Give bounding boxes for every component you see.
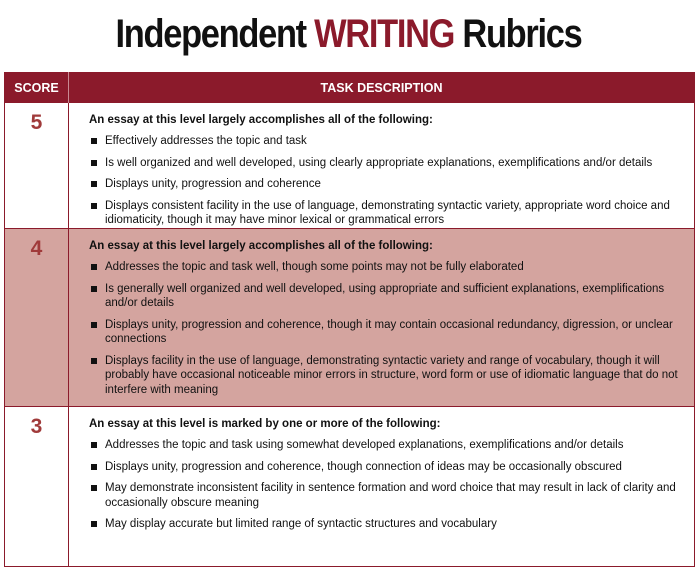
list-item-text: May demonstrate inconsistent facility in sentence formation and word choice that may result in lack of clarity and occasionally obscure meaning — [105, 482, 676, 509]
square-bullet-icon — [91, 485, 97, 491]
list-item-text: Displays consistent facility in the use of language, demonstrating syntactic variety, appropriate word choice and idiomaticity, though it may have minor lexical or grammatical errors — [105, 199, 670, 226]
list-item-text: Addresses the topic and task using somewhat developed explanations, exemplifications and/or details — [105, 439, 624, 451]
list-item-text: Is well organized and well developed, using clearly appropriate explanations, exemplifications and/or details — [105, 156, 653, 169]
list-item — [89, 260, 684, 275]
header-task-description: TASK DESCRIPTION — [320, 80, 443, 95]
rubric-table — [4, 72, 695, 567]
score-cell: 5 — [5, 103, 69, 228]
square-bullet-icon — [91, 160, 97, 166]
list-item-text: Addresses the topic and task well, though some points may not be fully elaborated — [105, 261, 524, 273]
list-item — [89, 199, 684, 228]
list-item-text: Effectively addresses the topic and task — [105, 135, 307, 147]
list-item-text: May display accurate but limited range of syntactic structures and vocabulary — [105, 518, 497, 530]
list-item — [89, 354, 684, 398]
row-intro: An essay at this level largely accomplishes all of the following: — [89, 114, 433, 126]
score-cell: 4 — [5, 229, 69, 406]
list-item — [89, 438, 684, 453]
header-score: SCORE — [5, 72, 69, 103]
square-bullet-icon — [91, 181, 97, 187]
title-part-3: Rubrics — [462, 11, 582, 56]
list-item-text: Displays facility in the use of language, demonstrating syntactic variety and range of vocabulary, though it will probably have occasional noticeable minor errors in structure, word form or use of idiomatic language that do not interfere with meaning — [105, 354, 678, 396]
square-bullet-icon — [91, 286, 97, 292]
square-bullet-icon — [91, 358, 97, 364]
square-bullet-icon — [91, 442, 97, 448]
list-item — [89, 481, 684, 510]
table-row-score-5 — [5, 103, 694, 229]
title-part-2: WRITING — [314, 11, 455, 56]
square-bullet-icon — [91, 138, 97, 144]
page-title — [49, 0, 648, 68]
list-item — [89, 318, 684, 347]
table-header — [5, 72, 694, 103]
list-item — [89, 282, 684, 311]
square-bullet-icon — [91, 203, 97, 209]
task-description-cell — [69, 103, 694, 228]
list-item-text: Is generally well organized and well developed, using appropriate and sufficient explanations, exemplifications and/or details — [105, 282, 665, 309]
square-bullet-icon — [91, 521, 97, 527]
list-item-text: Displays unity, progression and coherence, though connection of ideas may be occasionally obscured — [105, 460, 622, 473]
score-cell: 3 — [5, 407, 69, 566]
list-item-text: Displays unity, progression and coherence — [105, 178, 321, 190]
criteria-list — [89, 438, 684, 532]
task-description-cell — [69, 229, 694, 406]
list-item — [89, 517, 684, 532]
list-item — [89, 177, 684, 192]
table-row-score-3 — [5, 407, 694, 567]
list-item — [89, 134, 684, 149]
criteria-list — [89, 134, 684, 228]
list-item — [89, 156, 684, 171]
title-part-1: Independent — [115, 11, 306, 56]
table-row-score-4 — [5, 229, 694, 407]
square-bullet-icon — [91, 464, 97, 470]
list-item — [89, 460, 684, 475]
row-intro: An essay at this level is marked by one or more of the following: — [89, 418, 441, 430]
square-bullet-icon — [91, 322, 97, 328]
task-description-cell — [69, 407, 694, 566]
square-bullet-icon — [91, 264, 97, 270]
row-intro: An essay at this level largely accomplishes all of the following: — [89, 240, 433, 252]
criteria-list — [89, 260, 684, 397]
list-item-text: Displays unity, progression and coherence, though it may contain occasional redundancy, digression, or unclear connections — [105, 318, 673, 345]
